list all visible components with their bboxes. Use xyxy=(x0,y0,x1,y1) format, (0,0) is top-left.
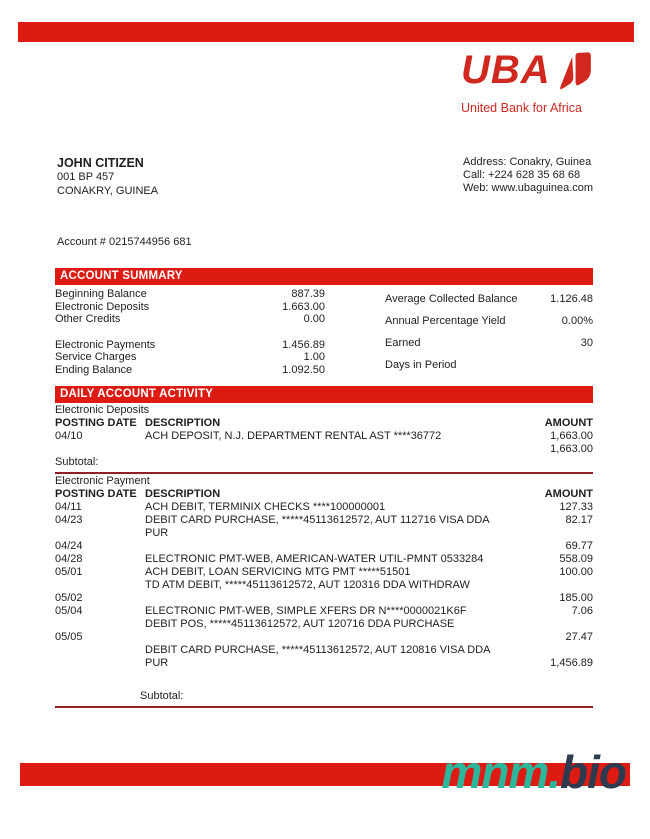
bank-website: Web: www.ubaguinea.com xyxy=(463,182,594,194)
summary-row xyxy=(55,326,325,339)
customer-address-line2: CONAKRY, GUINEA xyxy=(57,184,159,197)
activity-row: 04/23 DEBIT CARD PURCHASE, *****45113612572, AUT 112716 VISA DDA PUR 82.17 xyxy=(55,514,593,539)
uba-logo-mark-icon xyxy=(558,52,592,98)
payments-header-row xyxy=(55,488,593,501)
payments-subtotal-label: Subtotal: xyxy=(140,690,184,702)
summary-row: Beginning Balance 887.39 xyxy=(55,288,325,300)
summary-row: Service Charges 1.00 xyxy=(55,351,325,364)
uba-logo xyxy=(461,48,592,115)
customer-address-block xyxy=(57,156,158,198)
daily-account-activity-section xyxy=(55,386,593,709)
account-summary-section xyxy=(55,268,593,377)
summary-row: Electronic Deposits 1.663.00 xyxy=(55,300,325,313)
summary-row: Other Credits 0.00 xyxy=(55,313,325,326)
col-posting-date: POSTING DATE xyxy=(55,417,137,429)
summary-row: Average Collected Balance 1.126.48 xyxy=(385,292,593,305)
summary-row: Days in Period xyxy=(385,359,457,372)
payments-group-label: Electronic Payment xyxy=(55,475,150,487)
uba-tagline: United Bank for Africa xyxy=(461,101,582,115)
summary-right-table xyxy=(385,288,593,377)
col-description: DESCRIPTION xyxy=(145,488,221,500)
bank-phone: Call: +224 628 35 68 68 xyxy=(463,169,581,181)
account-summary-header: ACCOUNT SUMMARY xyxy=(55,268,593,285)
deposits-group-label: Electronic Deposits xyxy=(55,404,150,416)
col-amount: AMOUNT xyxy=(544,417,593,429)
payments-table xyxy=(55,488,593,670)
col-posting-date: POSTING DATE xyxy=(55,488,137,500)
watermark-suffix: bio xyxy=(560,746,626,798)
bank-contact-block xyxy=(463,156,593,195)
uba-logo-text: UBA xyxy=(461,48,551,92)
section-separator xyxy=(55,706,593,708)
summary-row: Annual Percentage Yield 0.00% xyxy=(385,314,593,327)
activity-row: 04/28 ELECTRONIC PMT-WEB, AMERICAN-WATER UTIL-PMNT 0533284 558.09 xyxy=(55,553,593,565)
activity-row: 05/02 185.00 xyxy=(55,592,593,604)
col-amount: AMOUNT xyxy=(544,488,593,500)
top-red-bar xyxy=(18,22,634,42)
activity-row: 05/04 ELECTRONIC PMT-WEB, SIMPLE XFERS DR N****0000021K6F DEBIT POS, *****45113612572, AUT 120716 DDA PURCHASE 7.06 xyxy=(55,605,593,630)
summary-row: Earned 30 xyxy=(385,337,593,350)
activity-row: DEBIT CARD PURCHASE, *****45113612572, AUT 120816 VISA DDA PUR 1,456.89 xyxy=(145,644,593,669)
activity-row: 04/24 69.77 xyxy=(55,540,593,552)
customer-name: JOHN CITIZEN xyxy=(57,156,144,170)
col-description: DESCRIPTION xyxy=(145,417,221,429)
activity-row: 1,663.00 xyxy=(550,443,593,455)
activity-row: 04/10 ACH DEPOSIT, N.J. DEPARTMENT RENTAL AST ****36772 1,663.00 xyxy=(55,430,593,442)
account-number: Account # 0215744956 681 xyxy=(57,236,192,248)
deposits-table xyxy=(55,417,593,456)
activity-row: 05/05 27.47 xyxy=(55,631,593,643)
summary-left-table xyxy=(55,288,325,377)
summary-row: Electronic Payments 1.456.89 xyxy=(55,338,325,351)
watermark-prefix: mnm. xyxy=(441,746,561,798)
customer-address-line1: 001 BP 457 xyxy=(57,171,115,183)
daily-activity-header: DAILY ACCOUNT ACTIVITY xyxy=(55,386,593,403)
bank-address: Address: Conakry, Guinea xyxy=(463,156,592,168)
deposits-header-row xyxy=(55,417,593,430)
deposits-subtotal-label: Subtotal: xyxy=(55,456,99,468)
activity-row: 04/11 ACH DEBIT, TERMINIX CHECKS ****100000001 127.33 xyxy=(55,501,593,513)
summary-row: Ending Balance 1.092.50 xyxy=(55,363,325,376)
activity-row: 05/01 ACH DEBIT, LOAN SERVICING MTG PMT *****51501 TD ATM DEBIT, *****45113612572, AUT 120316 DDA WITHDRAW 100.00 xyxy=(55,566,593,591)
section-separator xyxy=(55,472,593,474)
mnm-bio-watermark xyxy=(441,746,626,798)
